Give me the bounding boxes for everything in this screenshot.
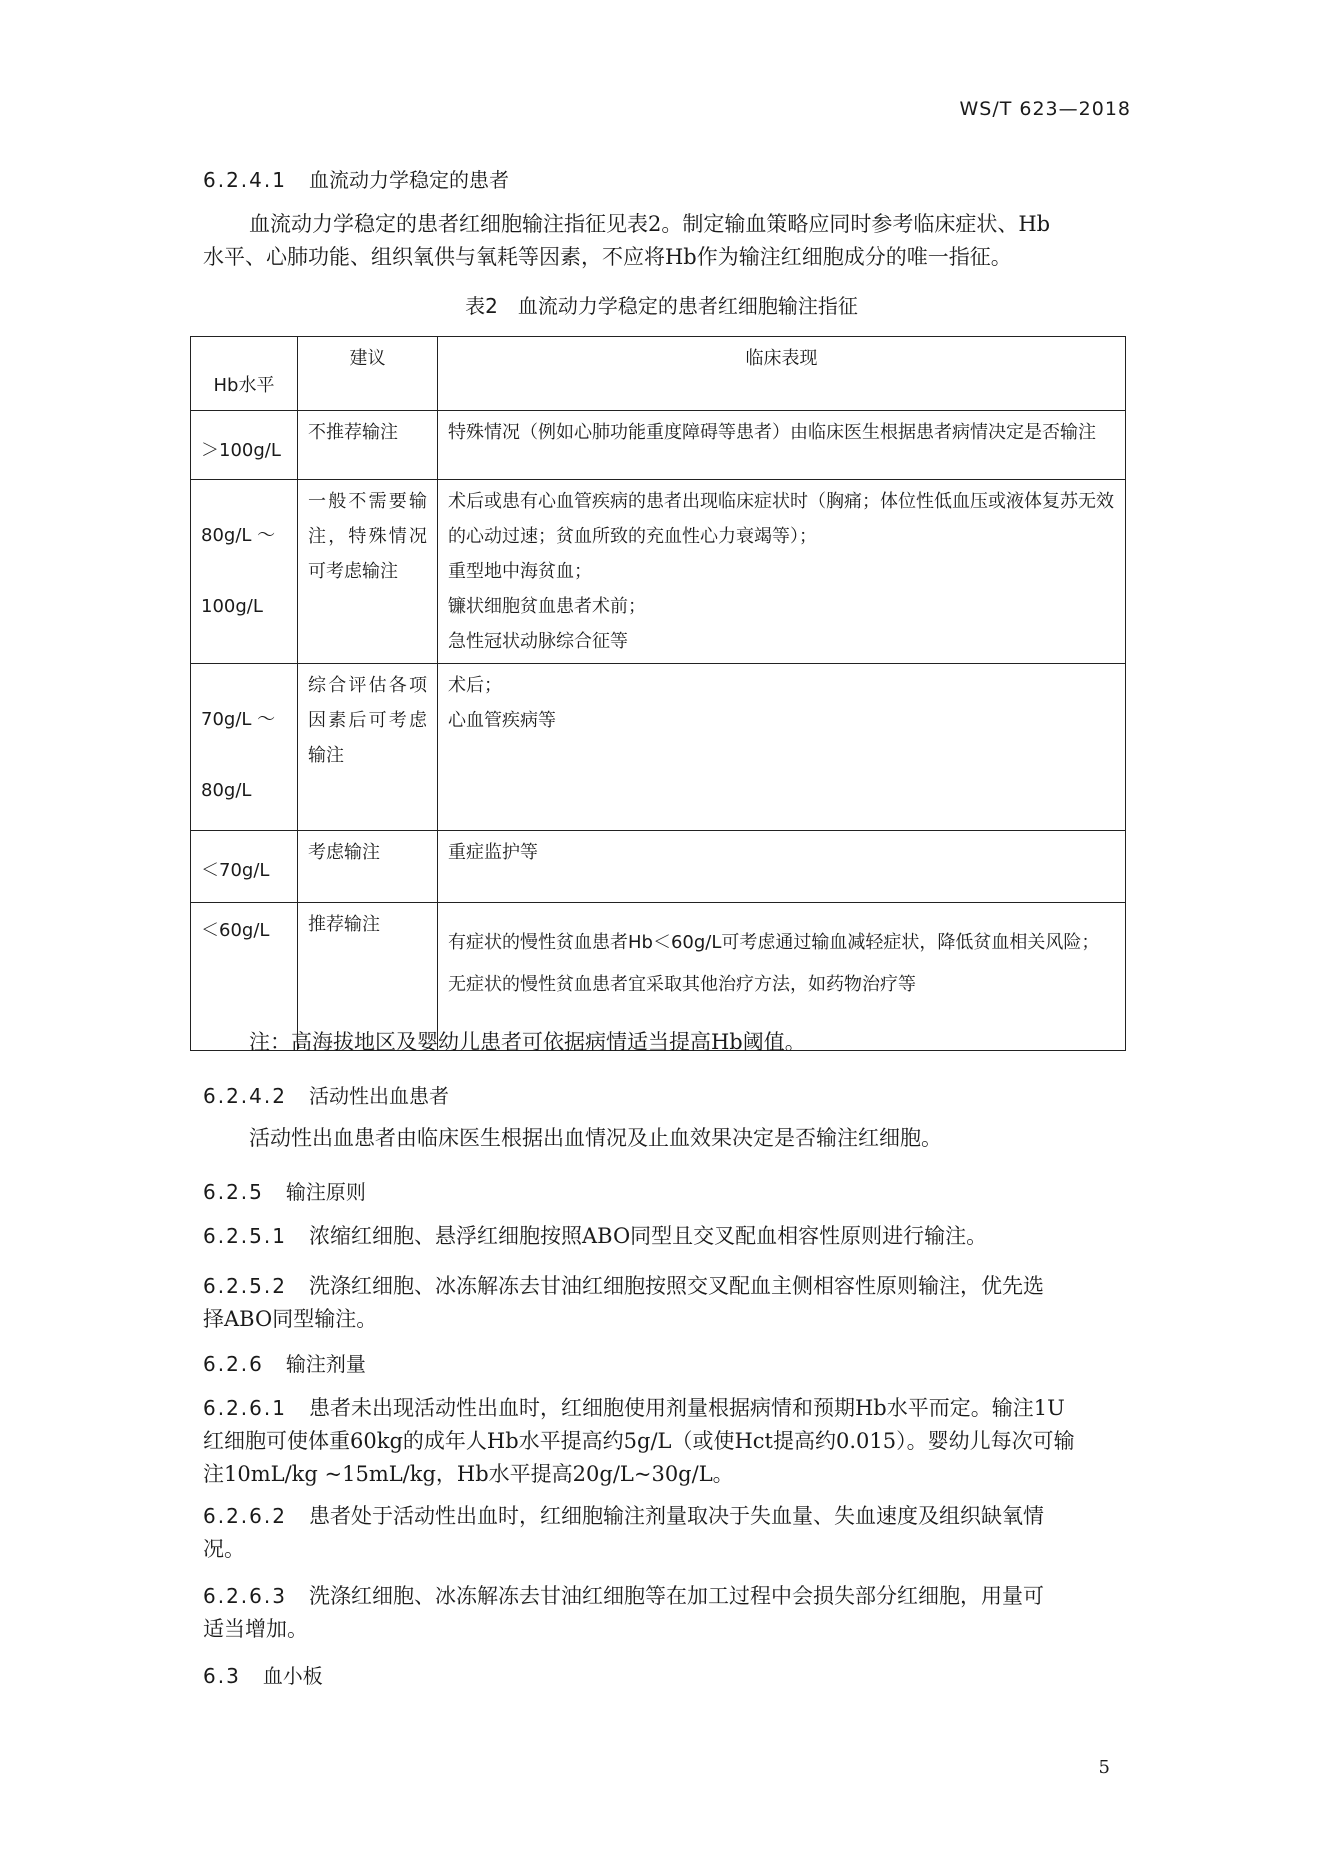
header-hb-level: Hb水平 [191,337,298,411]
text-line [203,1500,1133,1533]
section-title: 活动性出血患者 [308,1084,449,1108]
clinical-cell [438,411,1126,480]
clause-number: 6.2.6.2 [203,1504,287,1528]
clause-number: 6.2.6.3 [203,1584,287,1608]
clause-number: 6.2.5.2 [203,1274,287,1298]
section-title: 输注原则 [285,1180,366,1204]
hb-range-start: 70g/L ～ [201,709,276,730]
section-heading-6-2-6 [203,1348,366,1377]
table-row [191,664,1126,831]
paragraph-6-2-6-3 [203,1580,1133,1646]
text-line: 择ABO同型输注。 [203,1307,378,1331]
paragraph-6-2-5-2 [203,1270,1133,1336]
text-line: 水平、心肺功能、组织氧供与氧耗等因素，不应将Hb作为输注红细胞成分的唯一指征。 [203,245,1012,269]
hb-level-cell [191,480,298,664]
clinical-line: 有症状的慢性贫血患者Hb＜60g/L可考虑通过输血减轻症状，降低贫血相关风险； [448,932,1100,953]
clause-text: 患者未出现活动性出血时，红细胞使用剂量根据病情和预期Hb水平而定。输注1U [308,1396,1065,1420]
clinical-line: 无症状的慢性贫血患者宜采取其他治疗方法，如药物治疗等 [448,974,916,995]
hb-range-start: 80g/L ～ [201,525,276,546]
paragraph-6-2-6-1 [203,1392,1133,1491]
table-title: 表2 血流动力学稳定的患者红细胞输注指征 [465,294,858,318]
clinical-line: 重症监护等 [448,842,538,863]
section-number: 6.2.6 [203,1352,264,1376]
hb-level-cell: ＜60g/L [191,903,298,1051]
document-code: WS/T 623—2018 [959,98,1131,120]
paragraph-6-2-6-2 [203,1500,1133,1566]
clinical-cell [438,831,1126,903]
section-heading-6-2-5 [203,1176,366,1205]
hb-level-cell [191,664,298,831]
section-heading-6-2-4-2 [203,1080,449,1109]
clinical-line: 特殊情况（例如心肺功能重度障碍等患者）由临床医生根据患者病情决定是否输注 [448,422,1096,443]
section-heading-6-2-4-1 [203,164,509,193]
clinical-line: 术后； [448,675,502,696]
section-number: 6.2.4.2 [203,1084,287,1108]
text-line: 注10mL/kg ~15mL/kg，Hb水平提高20g/L~30g/L。 [203,1462,734,1486]
table-header-row [191,337,1126,411]
section-title: 血流动力学稳定的患者 [308,168,509,192]
text-line: 适当增加。 [203,1617,308,1641]
text-line [203,1270,1133,1303]
clinical-line: 术后或患有心血管疾病的患者出现临床症状时（胸痛；体位性低血压或液体复苏无效的心动过速；贫血所致的充血性心力衰竭等）； [448,491,1114,547]
section-title: 血小板 [262,1664,323,1688]
hb-range-end: 80g/L [201,780,252,801]
clause-number: 6.2.5.1 [203,1224,287,1248]
suggestion-cell: 推荐输注 [298,903,438,1051]
suggestion-cell: 综合评估各项因素后可考虑输注 [298,664,438,831]
hb-level-cell: ＜70g/L [191,831,298,903]
text-line: 血流动力学稳定的患者红细胞输注指征见表2。制定输血策略应同时参考临床症状、Hb [249,212,1051,236]
text-line: 况。 [203,1537,245,1561]
page-number: 5 [1098,1757,1110,1778]
clause-number: 6.2.6.1 [203,1396,287,1420]
suggestion-cell: 不推荐输注 [298,411,438,480]
section-heading-6-3 [203,1660,323,1689]
clause-text: 患者处于活动性出血时，红细胞输注剂量取决于失血量、失血速度及组织缺氧情 [308,1504,1044,1528]
transfusion-indication-table [190,336,1126,1051]
header-clinical: 临床表现 [438,337,1126,411]
text-line [203,1580,1133,1613]
clause-text: 洗涤红细胞、冰冻解冻去甘油红细胞按照交叉配血主侧相容性原则输注，优先选 [308,1274,1044,1298]
paragraph-6-2-4-2 [203,1122,1133,1155]
table-row [191,831,1126,903]
section-number: 6.2.5 [203,1180,264,1204]
hb-range-end: 100g/L [201,596,263,617]
clinical-cell [438,480,1126,664]
table-row [191,411,1126,480]
clause-text: 浓缩红细胞、悬浮红细胞按照ABO同型且交叉配血相容性原则进行输注。 [308,1224,988,1248]
clinical-line: 心血管疾病等 [448,710,556,731]
suggestion-cell: 一般不需要输注，特殊情况可考虑输注 [298,480,438,664]
section-number: 6.3 [203,1664,241,1688]
suggestion-cell: 考虑输注 [298,831,438,903]
table-note: 注：高海拔地区及婴幼儿患者可依据病情适当提高Hb阈值。 [249,1030,806,1054]
text-line: 红细胞可使体重60kg的成年人Hb水平提高约5g/L（或使Hct提高约0.015）。婴幼儿每次可输 [203,1429,1075,1453]
text-line [203,1220,1133,1253]
hb-level-cell: ＞100g/L [191,411,298,480]
paragraph-6-2-5-1 [203,1220,1133,1253]
clinical-cell [438,664,1126,831]
clinical-line: 重型地中海贫血； [448,561,592,582]
header-suggestion: 建议 [298,337,438,411]
clause-text: 洗涤红细胞、冰冻解冻去甘油红细胞等在加工过程中会损失部分红细胞，用量可 [308,1584,1044,1608]
section-number: 6.2.4.1 [203,168,287,192]
text-line [203,1392,1133,1425]
section-title: 输注剂量 [285,1352,366,1376]
clinical-line: 急性冠状动脉综合征等 [448,631,628,652]
clinical-line: 镰状细胞贫血患者术前； [448,596,646,617]
text-line: 活动性出血患者由临床医生根据出血情况及止血效果决定是否输注红细胞。 [249,1126,942,1150]
table-row [191,480,1126,664]
paragraph-6-2-4-1 [203,208,1133,274]
